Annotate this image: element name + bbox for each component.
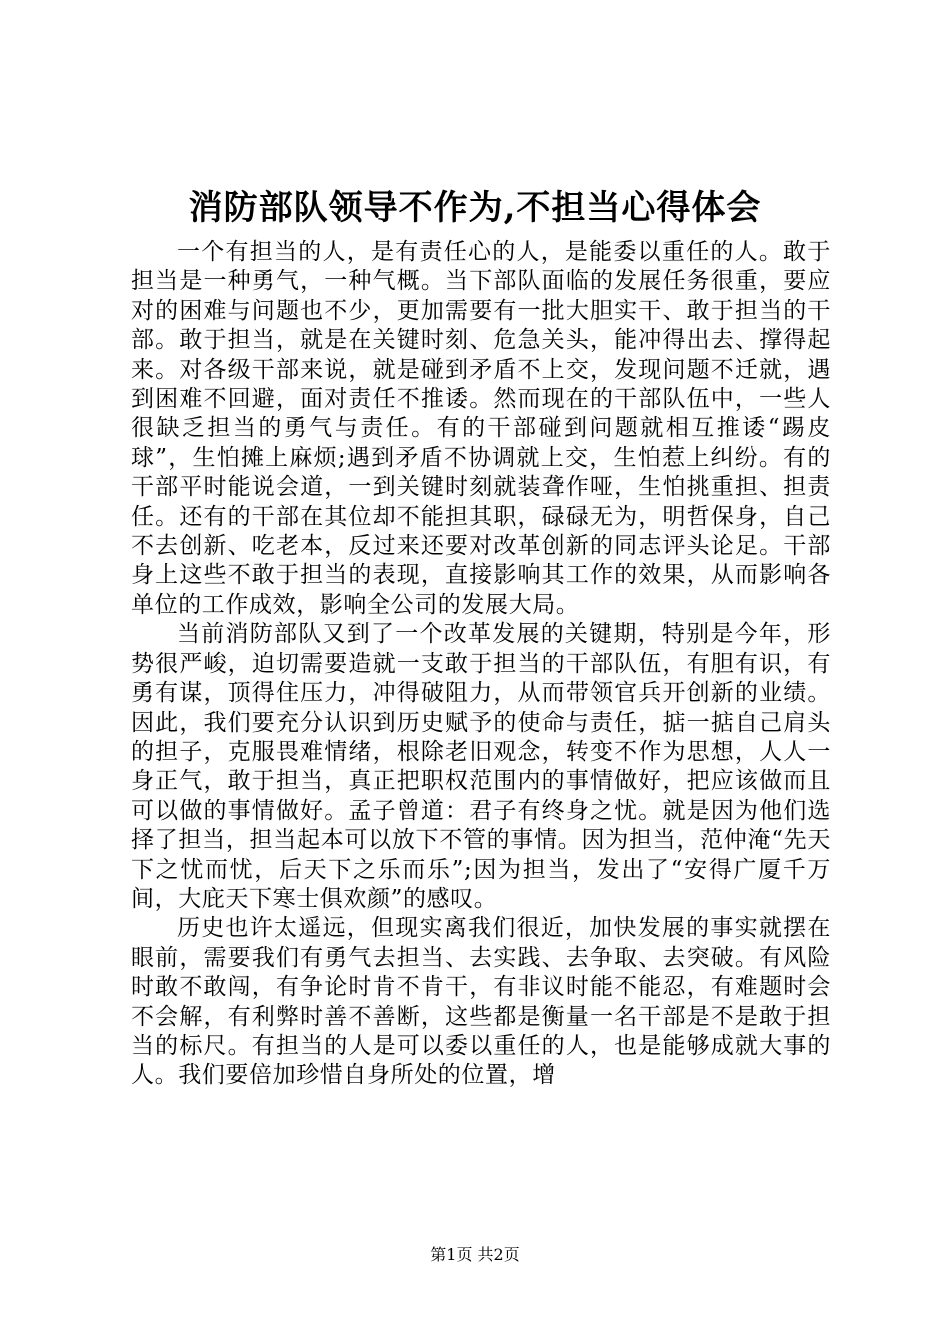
- page-number-indicator: 第1页 共2页: [430, 1245, 520, 1264]
- paragraph-1: 一个有担当的人，是有责任心的人，是能委以重任的人。敢于担当是一种勇气，一种气概。当下部队面临的发展任务很重，要应对的困难与问题也不少，更加需要有一批大胆实干、敢于担当的干部。敢于担当，就是在关键时刻、危急关头，能冲得出去、撑得起来。对各级干部来说，就是碰到矛盾不上交，发现问题不迁就，遇到困难不回避，面对责任不推诿。然而现在的干部队伍中，一些人很缺乏担当的勇气与责任。有的干部碰到问题就相互推诿“踢皮球”，生怕摊上麻烦;遇到矛盾不协调就上交，生怕惹上纠纷。有的干部平时能说会道，一到关键时刻就装聋作哑，生怕挑重担、担责任。还有的干部在其位却不能担其职，碌碌无为，明哲保身，自己不去创新、吃老本，反过来还要对改革创新的同志评头论足。干部身上这些不敢于担当的表现，直接影响其工作的效果，从而影响各单位的工作成效，影响全公司的发展大局。: [131, 239, 831, 618]
- document-body: [131, 238, 831, 1091]
- paragraph-3: 历史也许太遥远，但现实离我们很近，加快发展的事实就摆在眼前，需要我们有勇气去担当、去实践、去争取、去突破。有风险时敢不敢闯，有争论时肯不肯干，有非议时能不能忍，有难题时会不会解，有利弊时善不善断，这些都是衡量一名干部是不是敢于担当的标尺。有担当的人是可以委以重任的人，也是能够成就大事的人。我们要倍加珍惜自身所处的位置，增: [131, 915, 831, 1089]
- page-footer: [0, 1245, 950, 1265]
- document-title: 消防部队领导不作为,不担当心得体会: [188, 188, 762, 228]
- paragraph-2: 当前消防部队又到了一个改革发展的关键期，特别是今年，形势很严峻，迫切需要造就一支敢于担当的干部队伍，有胆有识，有勇有谋，顶得住压力，冲得破阻力，从而带领官兵开创新的业绩。因此，我们要充分认识到历史赋予的使命与责任，掂一掂自己肩头的担子，克服畏难情绪，根除老旧观念，转变不作为思想，人人一身正气，敢于担当，真正把职权范围内的事情做好，把应该做而且可以做的事情做好。孟子曾道：君子有终身之忧。就是因为他们选择了担当，担当起本可以放下不管的事情。因为担当，范仲淹“先天下之忧而忧，后天下之乐而乐”;因为担当，发出了“安得广厦千万间，大庇天下寒士俱欢颜”的感叹。: [131, 621, 831, 912]
